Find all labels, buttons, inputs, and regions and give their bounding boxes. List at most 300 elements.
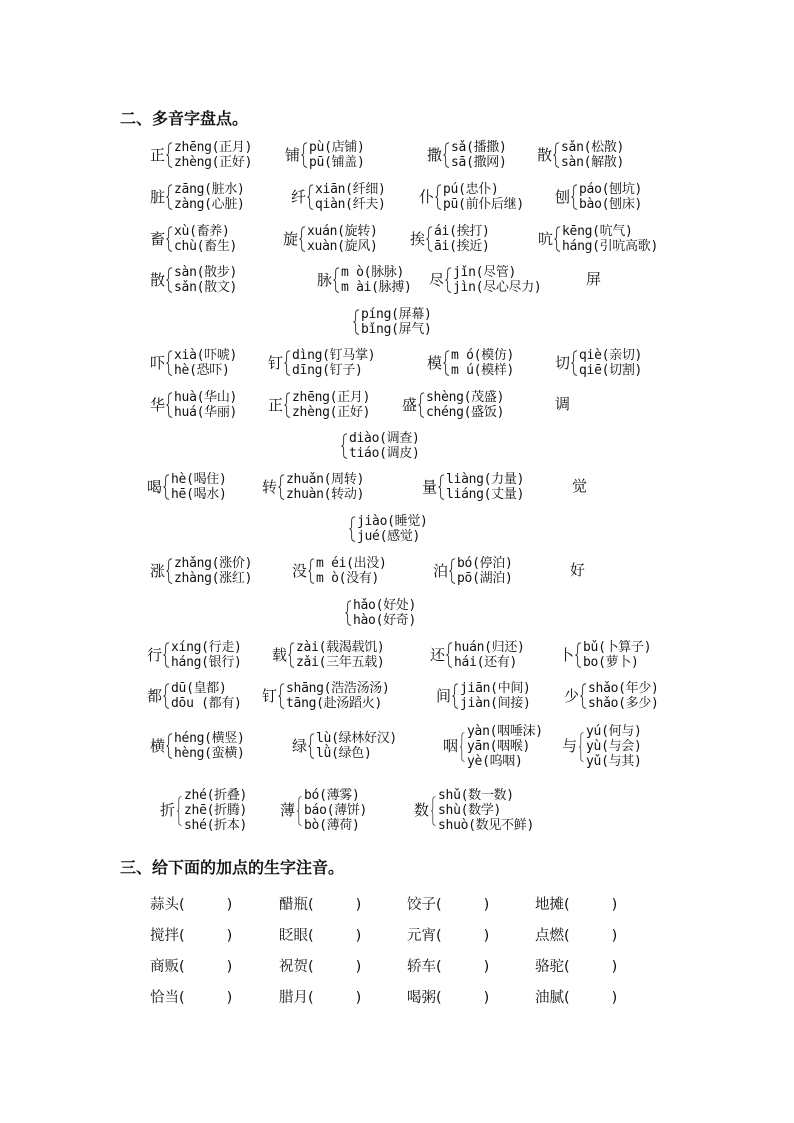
polyphone-entry: [427, 348, 514, 378]
brace-icon: [166, 390, 173, 420]
polyphone-entry: [317, 265, 412, 295]
reading: zhǎng(涨价): [174, 556, 253, 571]
polyphone-entry: [352, 307, 432, 337]
brace-icon: [163, 472, 170, 502]
reading: m ò(脉脉): [341, 265, 405, 280]
reading: hǎo(好处): [353, 598, 417, 613]
reading: báo(薄饼): [304, 803, 368, 818]
reading: yān(咽喉): [467, 739, 531, 754]
readings: [443, 182, 524, 212]
reading: pū(铺盖): [309, 155, 365, 170]
polyphone-entry: [559, 640, 651, 670]
reading: zǎi(三年五载): [296, 655, 385, 670]
reading: zhē(折腾): [184, 803, 248, 818]
polyphone-char: 正: [268, 395, 284, 414]
polyphone-char: 调: [555, 395, 571, 413]
polyphone-entry: [410, 224, 490, 254]
reading: hào(好奇): [353, 613, 417, 628]
brace-icon: [341, 431, 348, 461]
brace-icon: [353, 307, 360, 337]
annotation-item: [535, 986, 617, 1007]
readings: [316, 556, 387, 586]
readings: [561, 140, 624, 170]
polyphone-entry: [538, 224, 658, 254]
reading: yǔ(与其): [586, 754, 642, 769]
polyphone-char: 钉: [268, 353, 284, 372]
annotation-item: [535, 955, 617, 976]
paren-open: (: [564, 959, 570, 975]
reading: háng(引吭高歌): [562, 239, 658, 254]
polyphone-entry: [443, 724, 543, 769]
polyphone-char: 与: [562, 737, 578, 755]
readings: [292, 390, 370, 420]
brace-icon: [449, 556, 456, 586]
brace-icon: [308, 731, 315, 761]
polyphone-entry: [268, 348, 375, 378]
paren-open: (: [436, 928, 442, 944]
brace-icon: [571, 182, 578, 212]
reading: dìng(钉马掌): [292, 348, 376, 363]
reading: zāng(脏水): [174, 182, 245, 197]
polyphone-char: 畜: [150, 229, 166, 248]
polyphone-entry: [268, 390, 370, 420]
brace-icon: [578, 732, 585, 762]
readings: [451, 348, 514, 378]
reading: huà(华山): [174, 390, 238, 405]
annotation-item: [407, 893, 489, 914]
word: 元宵: [407, 928, 436, 944]
polyphone-char: 纤: [291, 187, 307, 206]
reading: bó(薄雾): [304, 788, 360, 803]
reading: liàng(力量): [446, 472, 525, 487]
readings: [357, 514, 428, 544]
reading: qiè(亲切): [579, 348, 643, 363]
polyphone-char: 旋: [283, 229, 299, 248]
polyphone-char: 好: [570, 561, 586, 579]
annotation-item: [535, 924, 617, 945]
polyphone-char: 少: [564, 686, 580, 705]
readings: [438, 788, 534, 833]
polyphone-char: 还: [430, 645, 446, 664]
polyphone-char: 咽: [443, 737, 459, 755]
paren-open: (: [308, 990, 314, 1006]
reading: hē(喝水): [171, 487, 227, 502]
polyphone-char: 撒: [427, 145, 443, 164]
reading: shāng(浩浩汤汤): [286, 681, 390, 696]
word: 醋瓶: [279, 897, 308, 913]
reading: pú(忠仆): [443, 182, 499, 197]
polyphone-char: 切: [555, 353, 571, 372]
readings: [451, 140, 507, 170]
reading: hái(还有): [454, 655, 518, 670]
paren-open: (: [564, 897, 570, 913]
polyphone-entry: [150, 390, 237, 420]
paren-open: (: [308, 959, 314, 975]
readings: [446, 472, 524, 502]
polyphone-char: 行: [147, 645, 163, 664]
polyphone-entry: [414, 788, 534, 833]
reading: jiān(中间): [460, 681, 531, 696]
polyphone-char: 正: [150, 145, 166, 164]
brace-icon: [166, 556, 173, 586]
polyphone-entry: [262, 681, 390, 711]
paren-close: ): [483, 928, 490, 944]
readings: [353, 598, 416, 628]
polyphone-char: 脉: [317, 270, 333, 289]
polyphone-entry: [150, 348, 237, 378]
polyphone-entry: [436, 681, 531, 711]
reading: bò(薄荷): [304, 818, 360, 833]
reading: m éi(出没): [316, 556, 387, 571]
readings: [316, 731, 397, 761]
polyphone-char: 绿: [292, 736, 308, 755]
reading: hè(恐吓): [174, 363, 230, 378]
brace-icon: [163, 640, 170, 670]
polyphone-entry: [340, 431, 420, 461]
readings: [579, 348, 642, 378]
polyphone-entry: [555, 182, 642, 212]
paren-close: ): [483, 959, 490, 975]
word: 祝贺: [279, 959, 308, 975]
paren-close: ): [226, 897, 233, 913]
polyphone-entry: [344, 598, 416, 628]
readings: [174, 224, 237, 254]
reading: jiào(睡觉): [357, 514, 428, 529]
paren-close: ): [611, 928, 618, 944]
annotation-item: [279, 893, 361, 914]
paren-open: (: [436, 990, 442, 1006]
polyphone-entry: [272, 640, 384, 670]
reading: chù(畜生): [174, 239, 238, 254]
reading: kēng(吭气): [562, 224, 633, 239]
paren-open: (: [308, 897, 314, 913]
polyphone-entry: [291, 182, 386, 212]
annotation-item: [279, 955, 361, 976]
readings: [296, 640, 384, 670]
reading: zhuàn(转动): [286, 487, 365, 502]
word: 骆驼: [535, 959, 564, 975]
reading: shé(折本): [184, 818, 248, 833]
word: 油腻: [535, 990, 564, 1006]
reading: āi(挨近): [434, 239, 490, 254]
reading: hèng(蛮横): [174, 746, 245, 761]
paren-close: ): [355, 897, 362, 913]
brace-icon: [443, 140, 450, 170]
brace-icon: [580, 681, 587, 711]
polyphone-entry: [150, 265, 237, 295]
readings: [583, 640, 651, 670]
readings: [286, 681, 390, 711]
reading: yú(何与): [586, 724, 642, 739]
paren-open: (: [564, 990, 570, 1006]
polyphone-entry: [429, 265, 541, 295]
polyphone-entry: [262, 472, 364, 502]
reading: huán(归还): [454, 640, 525, 655]
reading: shèng(茂盛): [426, 390, 505, 405]
paren-close: ): [355, 990, 362, 1006]
polyphone-char: 刨: [555, 187, 571, 206]
polyphone-entry: [147, 681, 242, 711]
brace-icon: [571, 348, 578, 378]
reading: xià(吓唬): [174, 348, 238, 363]
reading: shuò(数见不鲜): [438, 818, 534, 833]
reading: sàn(散步): [174, 265, 238, 280]
readings: [307, 224, 378, 254]
brace-icon: [333, 265, 340, 295]
word: 搅拌: [150, 928, 179, 944]
word: 商贩: [150, 959, 179, 975]
polyphone-entry: [422, 472, 524, 502]
brace-icon: [166, 140, 173, 170]
reading: lǜ(绿色): [316, 746, 372, 761]
reading: bó(停泊): [457, 556, 513, 571]
reading: xíng(行走): [171, 640, 242, 655]
readings: [174, 390, 237, 420]
brace-icon: [554, 224, 561, 254]
reading: jìn(尽心尽力): [453, 280, 542, 295]
readings: [292, 348, 375, 378]
paren-close: ): [355, 928, 362, 944]
paren-close: ): [483, 990, 490, 1006]
polyphone-char: 横: [150, 736, 166, 755]
polyphone-entry: [150, 224, 237, 254]
brace-icon: [301, 140, 308, 170]
reading: bào(刨床): [579, 197, 643, 212]
polyphone-char: 没: [292, 561, 308, 580]
readings: [174, 731, 245, 761]
word: 眨眼: [279, 928, 308, 944]
section-3-title: 三、给下面的加点的生字注音。: [120, 858, 345, 877]
brace-icon: [166, 224, 173, 254]
brace-icon: [575, 640, 582, 670]
reading: m ài(脉搏): [341, 280, 412, 295]
readings: [562, 224, 658, 254]
polyphone-entry: [433, 556, 513, 586]
readings: [588, 681, 659, 711]
reading: m ó(模仿): [451, 348, 515, 363]
reading: zhé(折叠): [184, 788, 248, 803]
polyphone-entry: [150, 182, 245, 212]
reading: shù(数学): [438, 803, 502, 818]
brace-icon: [296, 796, 303, 826]
brace-icon: [426, 224, 433, 254]
readings: [454, 640, 525, 670]
polyphone-entry: [160, 788, 247, 833]
polyphone-char: 都: [147, 686, 163, 705]
reading: sā(撒网): [451, 155, 507, 170]
reading: xù(畜养): [174, 224, 230, 239]
word: 喝粥: [407, 990, 436, 1006]
reading: jǐn(尽管): [453, 265, 517, 280]
brace-icon: [278, 681, 285, 711]
brace-icon: [284, 348, 291, 378]
paren-close: ): [483, 897, 490, 913]
brace-icon: [446, 640, 453, 670]
brace-icon: [278, 472, 285, 502]
readings: [341, 265, 412, 295]
reading: bǔ(卜算子): [583, 640, 652, 655]
polyphone-char: 间: [436, 686, 452, 705]
reading: sǎ(播撒): [451, 140, 507, 155]
reading: shǔ(数一数): [438, 788, 514, 803]
reading: dū(皇都): [171, 681, 227, 696]
reading: yù(与会): [586, 739, 642, 754]
word: 蒜头: [150, 897, 179, 913]
polyphone-entry: [564, 681, 659, 711]
readings: [460, 681, 531, 711]
reading: tāng(赴汤蹈火): [286, 696, 382, 711]
readings: [184, 788, 247, 833]
reading: zhèng(正好): [174, 155, 253, 170]
paren-close: ): [611, 959, 618, 975]
reading: huá(华丽): [174, 405, 238, 420]
reading: m ò(没有): [316, 571, 380, 586]
paren-close: ): [226, 959, 233, 975]
polyphone-char: 转: [262, 477, 278, 496]
readings: [457, 556, 513, 586]
polyphone-entry: [430, 640, 525, 670]
brace-icon: [345, 598, 352, 628]
reading: shǎo(年少): [588, 681, 659, 696]
polyphone-entry: [280, 788, 367, 833]
brace-icon: [166, 265, 173, 295]
brace-icon: [443, 348, 450, 378]
readings: [304, 788, 367, 833]
polyphone-entry: [285, 140, 365, 170]
readings: [361, 307, 432, 337]
polyphone-char: 觉: [572, 477, 588, 495]
paren-close: ): [611, 990, 618, 1006]
polyphone-entry: [402, 390, 504, 420]
reading: yàn(咽唾沫): [467, 724, 543, 739]
reading: bǐng(屏气): [361, 322, 432, 337]
section-2-title: 二、多音字盘点。: [120, 109, 249, 128]
paren-open: (: [179, 990, 185, 1006]
paren-open: (: [308, 928, 314, 944]
polyphone-entry: [150, 556, 252, 586]
reading: qiē(切割): [579, 363, 643, 378]
polyphone-char: 折: [160, 801, 176, 819]
polyphone-entry: [348, 514, 428, 544]
polyphone-entry: [555, 348, 642, 378]
brace-icon: [430, 796, 437, 826]
readings: [586, 724, 642, 769]
polyphone-char: 屏: [586, 270, 602, 288]
polyphone-char: 薄: [280, 801, 296, 819]
paren-close: ): [611, 897, 618, 913]
brace-icon: [553, 140, 560, 170]
polyphone-char: 铺: [285, 145, 301, 164]
polyphone-char: 喝: [147, 477, 163, 496]
readings: [174, 182, 245, 212]
reading: dōu (都有): [171, 696, 242, 711]
polyphone-entry: [150, 140, 252, 170]
annotation-item: [407, 924, 489, 945]
reading: zhèng(正好): [292, 405, 371, 420]
reading: zhēng(正月): [174, 140, 253, 155]
readings: [171, 640, 242, 670]
reading: chéng(盛饭): [426, 405, 505, 420]
annotation-item: [150, 893, 232, 914]
reading: m ú(模样): [451, 363, 515, 378]
reading: zhuǎn(周转): [286, 472, 365, 487]
readings: [286, 472, 364, 502]
reading: qiàn(纤夫): [315, 197, 386, 212]
brace-icon: [166, 348, 173, 378]
polyphone-char: 泊: [433, 561, 449, 580]
annotation-item: [150, 986, 232, 1007]
reading: bo(萝卜): [583, 655, 639, 670]
reading: hè(喝住): [171, 472, 227, 487]
reading: jué(感觉): [357, 529, 421, 544]
reading: tiáo(调皮): [349, 446, 420, 461]
paren-open: (: [179, 928, 185, 944]
annotation-item: [535, 893, 617, 914]
readings: [467, 724, 543, 769]
readings: [174, 556, 252, 586]
paren-close: ): [226, 928, 233, 944]
polyphone-entry: [283, 224, 378, 254]
paren-open: (: [436, 897, 442, 913]
reading: shǎo(多少): [588, 696, 659, 711]
word: 地摊: [535, 897, 564, 913]
polyphone-char: 钉: [262, 686, 278, 705]
paren-open: (: [179, 959, 185, 975]
paren-close: ): [226, 990, 233, 1006]
reading: zhàng(涨红): [174, 571, 253, 586]
polyphone-char: 华: [150, 395, 166, 414]
brace-icon: [166, 182, 173, 212]
annotation-item: [150, 955, 232, 976]
reading: ái(挨打): [434, 224, 490, 239]
annotation-item: [407, 986, 489, 1007]
word: 腊月: [279, 990, 308, 1006]
brace-icon: [307, 182, 314, 212]
word: 轿车: [407, 959, 436, 975]
brace-icon: [288, 640, 295, 670]
reading: háng(银行): [171, 655, 242, 670]
paren-open: (: [436, 959, 442, 975]
reading: diào(调查): [349, 431, 420, 446]
polyphone-char: 载: [272, 645, 288, 664]
brace-icon: [459, 732, 466, 762]
paren-open: (: [564, 928, 570, 944]
reading: pū(前仆后继): [443, 197, 524, 212]
reading: xuán(旋转): [307, 224, 378, 239]
polyphone-char: 仆: [419, 187, 435, 206]
polyphone-entry: [147, 640, 242, 670]
brace-icon: [438, 472, 445, 502]
reading: xiān(纤细): [315, 182, 386, 197]
reading: liáng(丈量): [446, 487, 525, 502]
brace-icon: [418, 390, 425, 420]
readings: [174, 265, 237, 295]
reading: píng(屏幕): [361, 307, 432, 322]
brace-icon: [452, 681, 459, 711]
polyphone-entry: [537, 140, 624, 170]
polyphone-entry: [147, 472, 227, 502]
polyphone-char: 挨: [410, 229, 426, 248]
brace-icon: [299, 224, 306, 254]
word: 点燃: [535, 928, 564, 944]
reading: páo(刨坑): [579, 182, 643, 197]
polyphone-char: 脏: [150, 187, 166, 206]
reading: xuàn(旋风): [307, 239, 378, 254]
brace-icon: [308, 556, 315, 586]
polyphone-char: 散: [537, 145, 553, 164]
reading: jiàn(间接): [460, 696, 531, 711]
brace-icon: [445, 265, 452, 295]
